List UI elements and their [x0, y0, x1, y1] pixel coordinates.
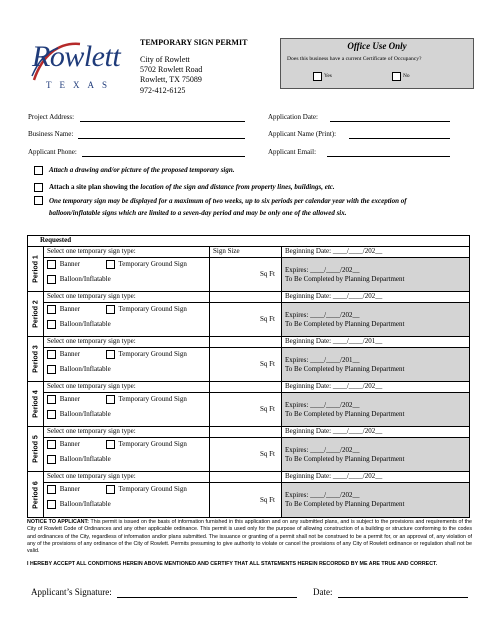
balloon-checkbox[interactable]	[47, 320, 56, 329]
requested-periods-table	[27, 235, 470, 518]
sign-size-header	[210, 292, 282, 303]
city-name: City of Rowlett	[140, 55, 190, 64]
balloon-checkbox[interactable]	[47, 455, 56, 464]
balloon-checkbox[interactable]	[47, 500, 56, 509]
date-field[interactable]	[338, 597, 468, 598]
city-phone: 972-412-6125	[140, 86, 186, 95]
sq-ft-unit: Sq Ft	[260, 315, 275, 324]
period-label: Period 6	[32, 480, 39, 509]
balloon-label: Balloon/Inflatable	[59, 365, 111, 374]
sign-type-options	[44, 258, 210, 292]
ground-sign-checkbox[interactable]	[106, 260, 115, 269]
ground-sign-checkbox[interactable]	[106, 485, 115, 494]
beginning-date[interactable]: Beginning Date: ____/____/201__	[282, 337, 470, 348]
applicant-email-field[interactable]	[327, 156, 450, 157]
date-label: Date:	[313, 587, 333, 597]
sign-type-options	[44, 393, 210, 427]
expires-date: Expires: ____/____/202__	[285, 445, 360, 454]
beginning-date[interactable]: Beginning Date: ____/____/202__	[282, 472, 470, 483]
office-use-title: Office Use Only	[347, 41, 407, 51]
select-type-label: Select one temporary sign type:	[44, 427, 210, 438]
expires-date: Expires: ____/____/202__	[285, 265, 360, 274]
sign-type-options	[44, 348, 210, 382]
sq-ft-unit: Sq Ft	[260, 405, 275, 414]
ground-sign-checkbox[interactable]	[106, 440, 115, 449]
ground-sign-label: Temporary Ground Sign	[118, 350, 187, 359]
signature-field[interactable]	[117, 597, 297, 598]
planning-note: To Be Completed by Planning Department	[285, 364, 405, 373]
balloon-checkbox[interactable]	[47, 275, 56, 284]
balloon-label: Balloon/Inflatable	[59, 500, 111, 509]
notice-heading: NOTICE TO APPLICANT:	[27, 519, 89, 525]
sq-ft-field[interactable]	[210, 348, 282, 382]
site-plan-emphasis: location of the sign and distance from property lines, buildings, etc.	[140, 183, 335, 191]
expires-date: Expires: ____/____/202__	[285, 491, 360, 500]
logo-state: TEXAS	[46, 80, 115, 90]
ground-sign-label: Temporary Ground Sign	[118, 440, 187, 449]
period-label: Period 3	[32, 345, 39, 373]
sign-size-header	[210, 382, 282, 393]
beginning-date[interactable]: Beginning Date: ____/____/202__	[282, 427, 470, 438]
form-title: TEMPORARY SIGN PERMIT	[140, 38, 248, 47]
period-label-cell	[28, 292, 44, 337]
select-type-label: Select one temporary sign type:	[44, 472, 210, 483]
sq-ft-field[interactable]	[210, 303, 282, 337]
banner-checkbox[interactable]	[47, 350, 56, 359]
project-address-field[interactable]	[80, 121, 245, 122]
planning-note: To Be Completed by Planning Department	[285, 274, 405, 283]
sq-ft-unit: Sq Ft	[260, 495, 275, 504]
balloon-checkbox[interactable]	[47, 365, 56, 374]
banner-label: Banner	[59, 440, 80, 449]
ground-sign-label: Temporary Ground Sign	[118, 485, 187, 494]
applicant-phone-label: Applicant Phone:	[28, 148, 77, 156]
sign-type-options	[44, 303, 210, 337]
ground-sign-checkbox[interactable]	[106, 305, 115, 314]
select-type-label: Select one temporary sign type:	[44, 292, 210, 303]
balloon-checkbox[interactable]	[47, 410, 56, 419]
select-type-label: Select one temporary sign type:	[44, 337, 210, 348]
sign-type-options	[44, 483, 210, 518]
expires-date: Expires: ____/____/202__	[285, 400, 360, 409]
sign-size-header	[210, 472, 282, 483]
select-type-label: Select one temporary sign type:	[44, 382, 210, 393]
notice-body: This permit is issued on the basis of information furnished in this application and on any submitted plans, and is subject to the provisions and requirements of the City of Rowlett Code of Ordinances and any other applicable ordinance. This permit is used only for the purpose of allowing construction of a building or structure conforming to the codes and ordinances of the City, regardless of information and/or plans submitted. The issuance or granting of a permit shall not be construed to be a permit for, or an approval of, any violation of any of the provisions of any ordinance of the City of Rowlett. Permits presuming to give authority to violate or cancel the provisions of any City of Rowlett ordinance or regulation shall not be valid.	[27, 519, 472, 555]
banner-label: Banner	[59, 395, 80, 404]
period-row	[28, 247, 470, 258]
banner-checkbox[interactable]	[47, 440, 56, 449]
no-label: No	[403, 73, 410, 79]
period-row	[28, 382, 470, 393]
logo-wordmark: Rowlett	[32, 40, 121, 73]
expires-cell	[282, 258, 470, 292]
period-detail-row	[28, 303, 470, 337]
applicant-name-label: Applicant Name (Print):	[268, 130, 337, 138]
sq-ft-unit: Sq Ft	[260, 270, 275, 279]
sign-size-header	[210, 427, 282, 438]
planning-note: To Be Completed by Planning Department	[285, 500, 405, 509]
application-date-label: Application Date:	[268, 113, 318, 121]
banner-checkbox[interactable]	[47, 260, 56, 269]
banner-checkbox[interactable]	[47, 485, 56, 494]
business-name-field[interactable]	[78, 138, 245, 139]
beginning-date[interactable]: Beginning Date: ____/____/202__	[282, 382, 470, 393]
sq-ft-unit: Sq Ft	[260, 360, 275, 369]
expires-cell	[282, 348, 470, 382]
attach-drawing-checkbox[interactable]	[34, 166, 43, 175]
period-label-cell	[28, 472, 44, 518]
expires-date: Expires: ____/____/201__	[285, 355, 360, 364]
sign-size-header: Sign Size	[210, 247, 282, 258]
planning-note: To Be Completed by Planning Department	[285, 319, 405, 328]
yes-label: Yes	[324, 73, 332, 79]
certificate-question: Does this business have a current Certificate of Occupancy?	[287, 56, 422, 62]
period-detail-row	[28, 483, 470, 518]
planning-note: To Be Completed by Planning Department	[285, 454, 405, 463]
planning-note: To Be Completed by Planning Department	[285, 409, 405, 418]
period-label-cell	[28, 337, 44, 382]
sign-period-checkbox[interactable]	[34, 196, 43, 205]
application-date-field[interactable]	[330, 121, 450, 122]
expires-cell	[282, 393, 470, 427]
period-label-cell	[28, 382, 44, 427]
business-name-label: Business Name:	[28, 130, 74, 138]
banner-checkbox[interactable]	[47, 305, 56, 314]
period-label: Period 5	[32, 435, 39, 463]
expires-cell	[282, 303, 470, 337]
expires-date: Expires: ____/____/202__	[285, 310, 360, 319]
banner-label: Banner	[59, 305, 80, 314]
site-plan-prefix: Attach a site plan showing the	[49, 183, 141, 191]
applicant-email-label: Applicant Email:	[268, 148, 317, 156]
sq-ft-field[interactable]	[210, 438, 282, 472]
sq-ft-field[interactable]	[210, 258, 282, 292]
sq-ft-unit: Sq Ft	[260, 450, 275, 459]
sign-size-header	[210, 337, 282, 348]
attach-drawing-text: Attach a drawing and/or picture of the proposed temporary sign.	[49, 166, 235, 174]
select-type-label: Select one temporary sign type:	[44, 247, 210, 258]
balloon-label: Balloon/Inflatable	[59, 455, 111, 464]
period-row	[28, 472, 470, 483]
ground-sign-label: Temporary Ground Sign	[118, 260, 187, 269]
ground-sign-checkbox[interactable]	[106, 395, 115, 404]
period-label: Period 2	[32, 300, 39, 328]
city-state-zip: Rowlett, TX 75089	[140, 75, 202, 84]
sign-type-options	[44, 438, 210, 472]
no-checkbox[interactable]	[392, 72, 401, 81]
period-detail-row	[28, 438, 470, 472]
ground-sign-checkbox[interactable]	[106, 350, 115, 359]
balloon-label: Balloon/Inflatable	[59, 320, 111, 329]
period-label: Period 4	[32, 390, 39, 418]
beginning-date[interactable]: Beginning Date: ____/____/202__	[282, 292, 470, 303]
period-detail-row	[28, 258, 470, 292]
banner-label: Banner	[59, 350, 80, 359]
beginning-date[interactable]: Beginning Date: ____/____/202__	[282, 247, 470, 258]
period-row	[28, 427, 470, 438]
ground-sign-label: Temporary Ground Sign	[118, 395, 187, 404]
project-address-label: Project Address:	[28, 113, 75, 121]
balloon-label: Balloon/Inflatable	[59, 275, 111, 284]
attach-site-plan-text	[49, 183, 335, 192]
applicant-name-field[interactable]	[349, 138, 450, 139]
expires-cell	[282, 483, 470, 518]
period-row	[28, 292, 470, 303]
applicant-phone-field[interactable]	[82, 156, 245, 157]
notice-block	[27, 519, 472, 555]
sq-ft-field[interactable]	[210, 483, 282, 518]
yes-checkbox[interactable]	[313, 72, 322, 81]
banner-label: Banner	[59, 260, 80, 269]
period-detail-row	[28, 393, 470, 427]
sq-ft-field[interactable]	[210, 393, 282, 427]
period-detail-row	[28, 348, 470, 382]
certify-statement: I HEREBY ACCEPT ALL CONDITIONS HEREIN ABOVE MENTIONED AND CERTIFY THAT ALL STATEMENTS HEREIN RECORDED BY ME ARE TRUE AND CORRECT.	[27, 561, 438, 567]
period-label-cell	[28, 427, 44, 472]
rowlett-logo	[28, 36, 123, 92]
signature-label: Applicant’s Signature:	[31, 587, 112, 597]
requested-header: Requested	[28, 236, 470, 247]
period-row	[28, 337, 470, 348]
expires-cell	[282, 438, 470, 472]
sign-period-rule: One temporary sign may be displayed for a maximum of two weeks, up to six periods per calendar year with the exception of balloon/inflatable signs which are limited to a seven-day period and may be only one of the allowed six.	[49, 197, 407, 217]
banner-label: Banner	[59, 485, 80, 494]
office-use-box	[280, 38, 474, 89]
attach-site-plan-checkbox[interactable]	[34, 183, 43, 192]
period-label: Period 1	[32, 255, 39, 283]
banner-checkbox[interactable]	[47, 395, 56, 404]
balloon-label: Balloon/Inflatable	[59, 410, 111, 419]
ground-sign-label: Temporary Ground Sign	[118, 305, 187, 314]
period-label-cell	[28, 247, 44, 292]
city-address: 5702 Rowlett Road	[140, 65, 203, 74]
